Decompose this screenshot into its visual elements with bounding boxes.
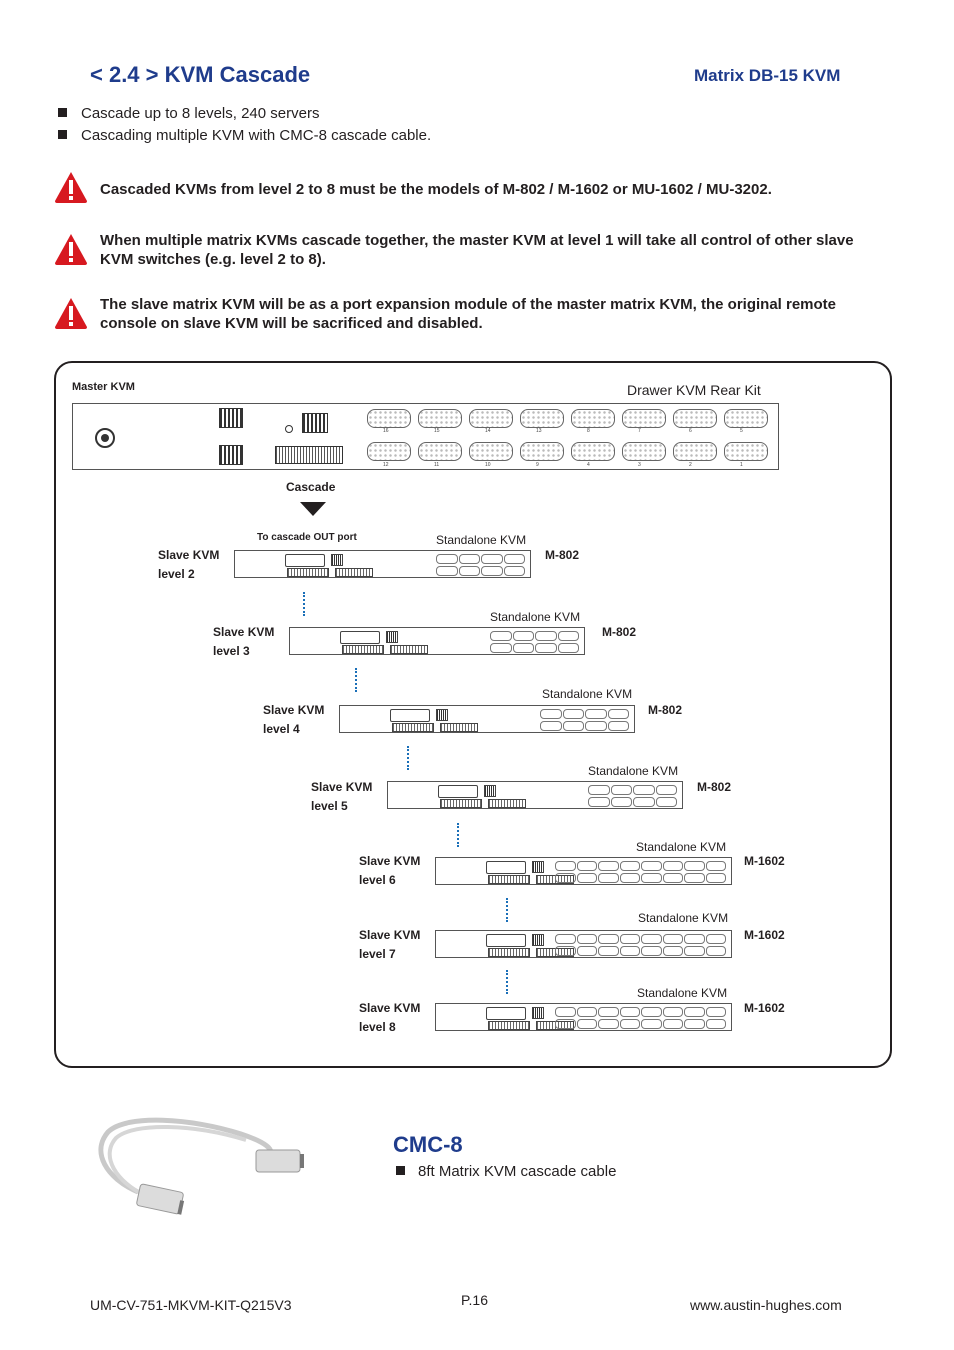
- port-number: 10: [485, 462, 491, 468]
- footer-page-number: P.16: [461, 1292, 488, 1308]
- slave-level-label: level 8: [359, 1020, 396, 1034]
- page-title: < 2.4 > KVM Cascade: [90, 62, 311, 87]
- vga-port-icon: [585, 721, 607, 731]
- vga-port-icon: [663, 1007, 684, 1017]
- port-number: 7: [638, 428, 641, 434]
- vga-port-icon: [663, 946, 684, 956]
- vga-port-icon: [663, 861, 684, 871]
- vga-port-icon: [469, 409, 513, 428]
- vga-port-icon: [520, 409, 564, 428]
- standalone-kvm-label: Standalone KVM: [637, 986, 728, 1000]
- standalone-kvm-label: Standalone KVM: [542, 687, 633, 701]
- vga-port-icon: [577, 946, 598, 956]
- cable-description: 8ft Matrix KVM cascade cable: [396, 1163, 616, 1180]
- vga-port-icon: [684, 946, 705, 956]
- connector-dots: [506, 970, 508, 994]
- vga-port-icon: [598, 861, 619, 871]
- vga-port-icon: [706, 1007, 727, 1017]
- port-number: 11: [434, 462, 440, 468]
- cascade-port-icon: [488, 799, 526, 808]
- slave-kvm-label: Slave KVM: [311, 780, 373, 794]
- network-port-icon: [302, 413, 328, 433]
- slave-kvm-label: Slave KVM: [263, 703, 325, 717]
- standalone-kvm-label: Standalone KVM: [636, 840, 727, 854]
- warning-icon: [54, 232, 88, 266]
- vga-port-icon: [577, 934, 598, 944]
- vga-port-icon: [418, 409, 462, 428]
- vga-port-icon: [504, 554, 526, 564]
- vga-port-icon: [555, 946, 576, 956]
- vga-port-icon: [598, 946, 619, 956]
- vga-port-icon: [641, 946, 662, 956]
- slave-kvm-device: [387, 781, 683, 809]
- vga-port-icon: [571, 409, 615, 428]
- vga-port-icon: [620, 1019, 641, 1029]
- vga-port-icon: [481, 554, 503, 564]
- standalone-kvm-label: Standalone KVM: [436, 533, 527, 547]
- footer-url: www.austin-hughes.com: [690, 1297, 842, 1313]
- network-port-icon: [436, 709, 448, 721]
- slave-kvm-label: Slave KVM: [359, 1001, 421, 1015]
- vga-port-icon: [706, 861, 727, 871]
- vga-port-icon: [558, 643, 580, 653]
- console-port-icon: [390, 709, 430, 722]
- vga-port-icon: [641, 861, 662, 871]
- vga-port-icon: [620, 1007, 641, 1017]
- cascade-port-icon: [275, 446, 343, 464]
- network-port-icon: [532, 1007, 544, 1019]
- model-label: M-1602: [744, 1001, 785, 1015]
- vga-port-icon: [436, 566, 458, 576]
- rear-kit-label: Drawer KVM Rear Kit: [627, 382, 761, 398]
- warning-text: The slave matrix KVM will be as a port expansion module of the master matrix KVM, the original remote console on slave KVM will be sacrificed and disabled.: [100, 296, 837, 332]
- vga-port-icon: [469, 442, 513, 461]
- standalone-kvm-label: Standalone KVM: [490, 610, 581, 624]
- vga-port-icon: [684, 1007, 705, 1017]
- vga-port-icon: [513, 631, 535, 641]
- network-port-icon: [219, 408, 243, 428]
- vga-port-icon: [598, 873, 619, 883]
- vga-port-icon: [459, 554, 481, 564]
- model-label: M-802: [545, 548, 580, 562]
- vga-port-icon: [656, 797, 678, 807]
- network-port-icon: [484, 785, 496, 797]
- vga-port-icon: [684, 873, 705, 883]
- model-label: M-1602: [744, 854, 785, 868]
- port-number: 4: [587, 462, 590, 468]
- vga-port-icon: [577, 1007, 598, 1017]
- network-port-icon: [386, 631, 398, 643]
- console-port-icon: [486, 1007, 526, 1020]
- vga-port-icon: [513, 643, 535, 653]
- vga-port-icon: [706, 873, 727, 883]
- vga-port-icon: [633, 785, 655, 795]
- model-label: M-802: [697, 780, 732, 794]
- port-number: 6: [689, 428, 692, 434]
- vga-port-icon: [620, 934, 641, 944]
- vga-port-icon: [367, 442, 411, 461]
- cascade-port-icon: [488, 875, 530, 884]
- cascade-port-icon: [342, 645, 384, 654]
- model-label: M-802: [648, 703, 683, 717]
- vga-port-icon: [367, 409, 411, 428]
- bullet-item: Cascading multiple KVM with CMC-8 cascade cable.: [58, 127, 431, 144]
- vga-port-icon: [540, 709, 562, 719]
- port-number: 3: [638, 462, 641, 468]
- slave-level-label: level 7: [359, 947, 396, 961]
- vga-port-icon: [706, 1019, 727, 1029]
- warning-text: Cascaded KVMs from level 2 to 8 must be the models of M-802 / M-1602 or MU-1602 / MU-3202.: [100, 181, 772, 198]
- vga-port-icon: [555, 1007, 576, 1017]
- vga-port-icon: [555, 1019, 576, 1029]
- cascade-port-icon: [287, 568, 329, 577]
- cascade-port-icon: [440, 799, 482, 808]
- model-label: M-1602: [744, 928, 785, 942]
- vga-port-icon: [611, 785, 633, 795]
- port-number: 2: [689, 462, 692, 468]
- connector-dots: [407, 746, 409, 770]
- vga-port-icon: [611, 797, 633, 807]
- vga-port-icon: [620, 946, 641, 956]
- slave-level-label: level 2: [158, 567, 195, 581]
- standalone-kvm-label: Standalone KVM: [638, 911, 729, 925]
- cascade-label: Cascade: [286, 480, 336, 494]
- footer-doc-id: UM-CV-751-MKVM-KIT-Q215V3: [90, 1297, 292, 1313]
- bullet-square-icon: [396, 1166, 405, 1175]
- slave-level-label: level 5: [311, 799, 348, 813]
- vga-port-icon: [598, 934, 619, 944]
- vga-port-icon: [520, 442, 564, 461]
- vga-port-icon: [585, 709, 607, 719]
- vga-port-icon: [656, 785, 678, 795]
- master-kvm-rear-panel: [72, 403, 779, 470]
- console-port-icon: [285, 554, 325, 567]
- slave-kvm-label: Slave KVM: [158, 548, 220, 562]
- port-number: 16: [383, 428, 389, 434]
- connector-dots: [506, 898, 508, 922]
- port-number: 12: [383, 462, 389, 468]
- bullet-square-icon: [58, 130, 67, 139]
- vga-port-icon: [577, 861, 598, 871]
- network-port-icon: [532, 861, 544, 873]
- section-subtitle: Matrix DB-15 KVM: [694, 66, 841, 85]
- vga-port-icon: [622, 442, 666, 461]
- vga-port-icon: [633, 797, 655, 807]
- vga-port-icon: [608, 709, 630, 719]
- vga-port-icon: [622, 409, 666, 428]
- cascade-port-icon: [488, 948, 530, 957]
- vga-port-icon: [490, 643, 512, 653]
- slave-kvm-device: [435, 1003, 732, 1031]
- vga-port-icon: [706, 934, 727, 944]
- vga-port-icon: [641, 934, 662, 944]
- cascade-port-icon: [335, 568, 373, 577]
- cmc-8-cable-image: [86, 1112, 316, 1218]
- master-kvm-label: Master KVM: [72, 381, 135, 393]
- model-label: M-802: [602, 625, 637, 639]
- vga-port-icon: [418, 442, 462, 461]
- vga-port-icon: [588, 797, 610, 807]
- port-number: 8: [587, 428, 590, 434]
- vga-port-icon: [641, 1007, 662, 1017]
- power-socket-icon: [93, 426, 117, 450]
- cascade-port-icon: [390, 645, 428, 654]
- vga-port-icon: [535, 643, 557, 653]
- port-number: 9: [536, 462, 539, 468]
- cascade-port-icon: [440, 723, 478, 732]
- vga-port-icon: [641, 1019, 662, 1029]
- slave-kvm-device: [339, 705, 635, 733]
- connector-dots: [457, 823, 459, 847]
- vga-port-icon: [598, 1019, 619, 1029]
- slave-kvm-label: Slave KVM: [213, 625, 275, 639]
- vga-port-icon: [684, 861, 705, 871]
- vga-port-icon: [684, 934, 705, 944]
- vga-port-icon: [663, 873, 684, 883]
- cascade-port-icon: [392, 723, 434, 732]
- vga-port-icon: [598, 1007, 619, 1017]
- port-number: 5: [740, 428, 743, 434]
- vga-port-icon: [706, 946, 727, 956]
- vga-port-icon: [563, 709, 585, 719]
- slave-kvm-label: Slave KVM: [359, 854, 421, 868]
- cascade-port-icon: [488, 1021, 530, 1030]
- vga-port-icon: [436, 554, 458, 564]
- slave-level-label: level 3: [213, 644, 250, 658]
- connector-dots: [303, 592, 305, 616]
- standalone-kvm-label: Standalone KVM: [588, 764, 679, 778]
- vga-port-icon: [555, 873, 576, 883]
- warning-icon: [54, 296, 88, 330]
- network-port-icon: [532, 934, 544, 946]
- vga-port-icon: [571, 442, 615, 461]
- vga-port-icon: [558, 631, 580, 641]
- slave-kvm-device: [435, 857, 732, 885]
- bullet-item: Cascade up to 8 levels, 240 servers: [58, 105, 319, 122]
- cable-title: CMC-8: [393, 1132, 463, 1157]
- slave-level-label: level 6: [359, 873, 396, 887]
- network-port-icon: [331, 554, 343, 566]
- vga-port-icon: [577, 873, 598, 883]
- vga-port-icon: [555, 934, 576, 944]
- bullet-square-icon: [58, 108, 67, 117]
- vga-port-icon: [663, 934, 684, 944]
- vga-port-icon: [641, 873, 662, 883]
- vga-port-icon: [724, 442, 768, 461]
- vga-port-icon: [673, 442, 717, 461]
- vga-port-icon: [504, 566, 526, 576]
- slave-kvm-device: [289, 627, 585, 655]
- console-port-icon: [486, 861, 526, 874]
- vga-port-icon: [540, 721, 562, 731]
- vga-port-icon: [724, 409, 768, 428]
- warning-icon: [54, 170, 88, 204]
- console-port-icon: [340, 631, 380, 644]
- vga-port-icon: [663, 1019, 684, 1029]
- vga-port-icon: [563, 721, 585, 731]
- vga-port-icon: [608, 721, 630, 731]
- slave-kvm-label: Slave KVM: [359, 928, 421, 942]
- vga-port-icon: [620, 861, 641, 871]
- vga-port-icon: [620, 873, 641, 883]
- slave-level-label: level 4: [263, 722, 300, 736]
- slave-kvm-device: [435, 930, 732, 958]
- vga-port-icon: [481, 566, 503, 576]
- console-port-icon: [486, 934, 526, 947]
- console-port-icon: [438, 785, 478, 798]
- arrow-down-icon: [300, 502, 326, 516]
- vga-port-icon: [555, 861, 576, 871]
- network-port-icon: [219, 445, 243, 465]
- cascade-out-label: To cascade OUT port: [257, 532, 357, 543]
- port-number: 13: [536, 428, 542, 434]
- vga-port-icon: [673, 409, 717, 428]
- slave-kvm-device: [234, 550, 531, 578]
- port-number: 15: [434, 428, 440, 434]
- connector-dots: [355, 668, 357, 692]
- vga-port-icon: [588, 785, 610, 795]
- port-number: 1: [740, 462, 743, 468]
- warning-text: When multiple matrix KVMs cascade together, the master KVM at level 1 will take all control of other slave KVM switches (e.g. level 2 to 8).: [100, 232, 854, 268]
- vga-port-icon: [490, 631, 512, 641]
- vga-port-icon: [684, 1019, 705, 1029]
- reset-button-icon: [285, 425, 293, 433]
- vga-port-icon: [459, 566, 481, 576]
- vga-port-icon: [577, 1019, 598, 1029]
- vga-port-icon: [535, 631, 557, 641]
- port-number: 14: [485, 428, 491, 434]
